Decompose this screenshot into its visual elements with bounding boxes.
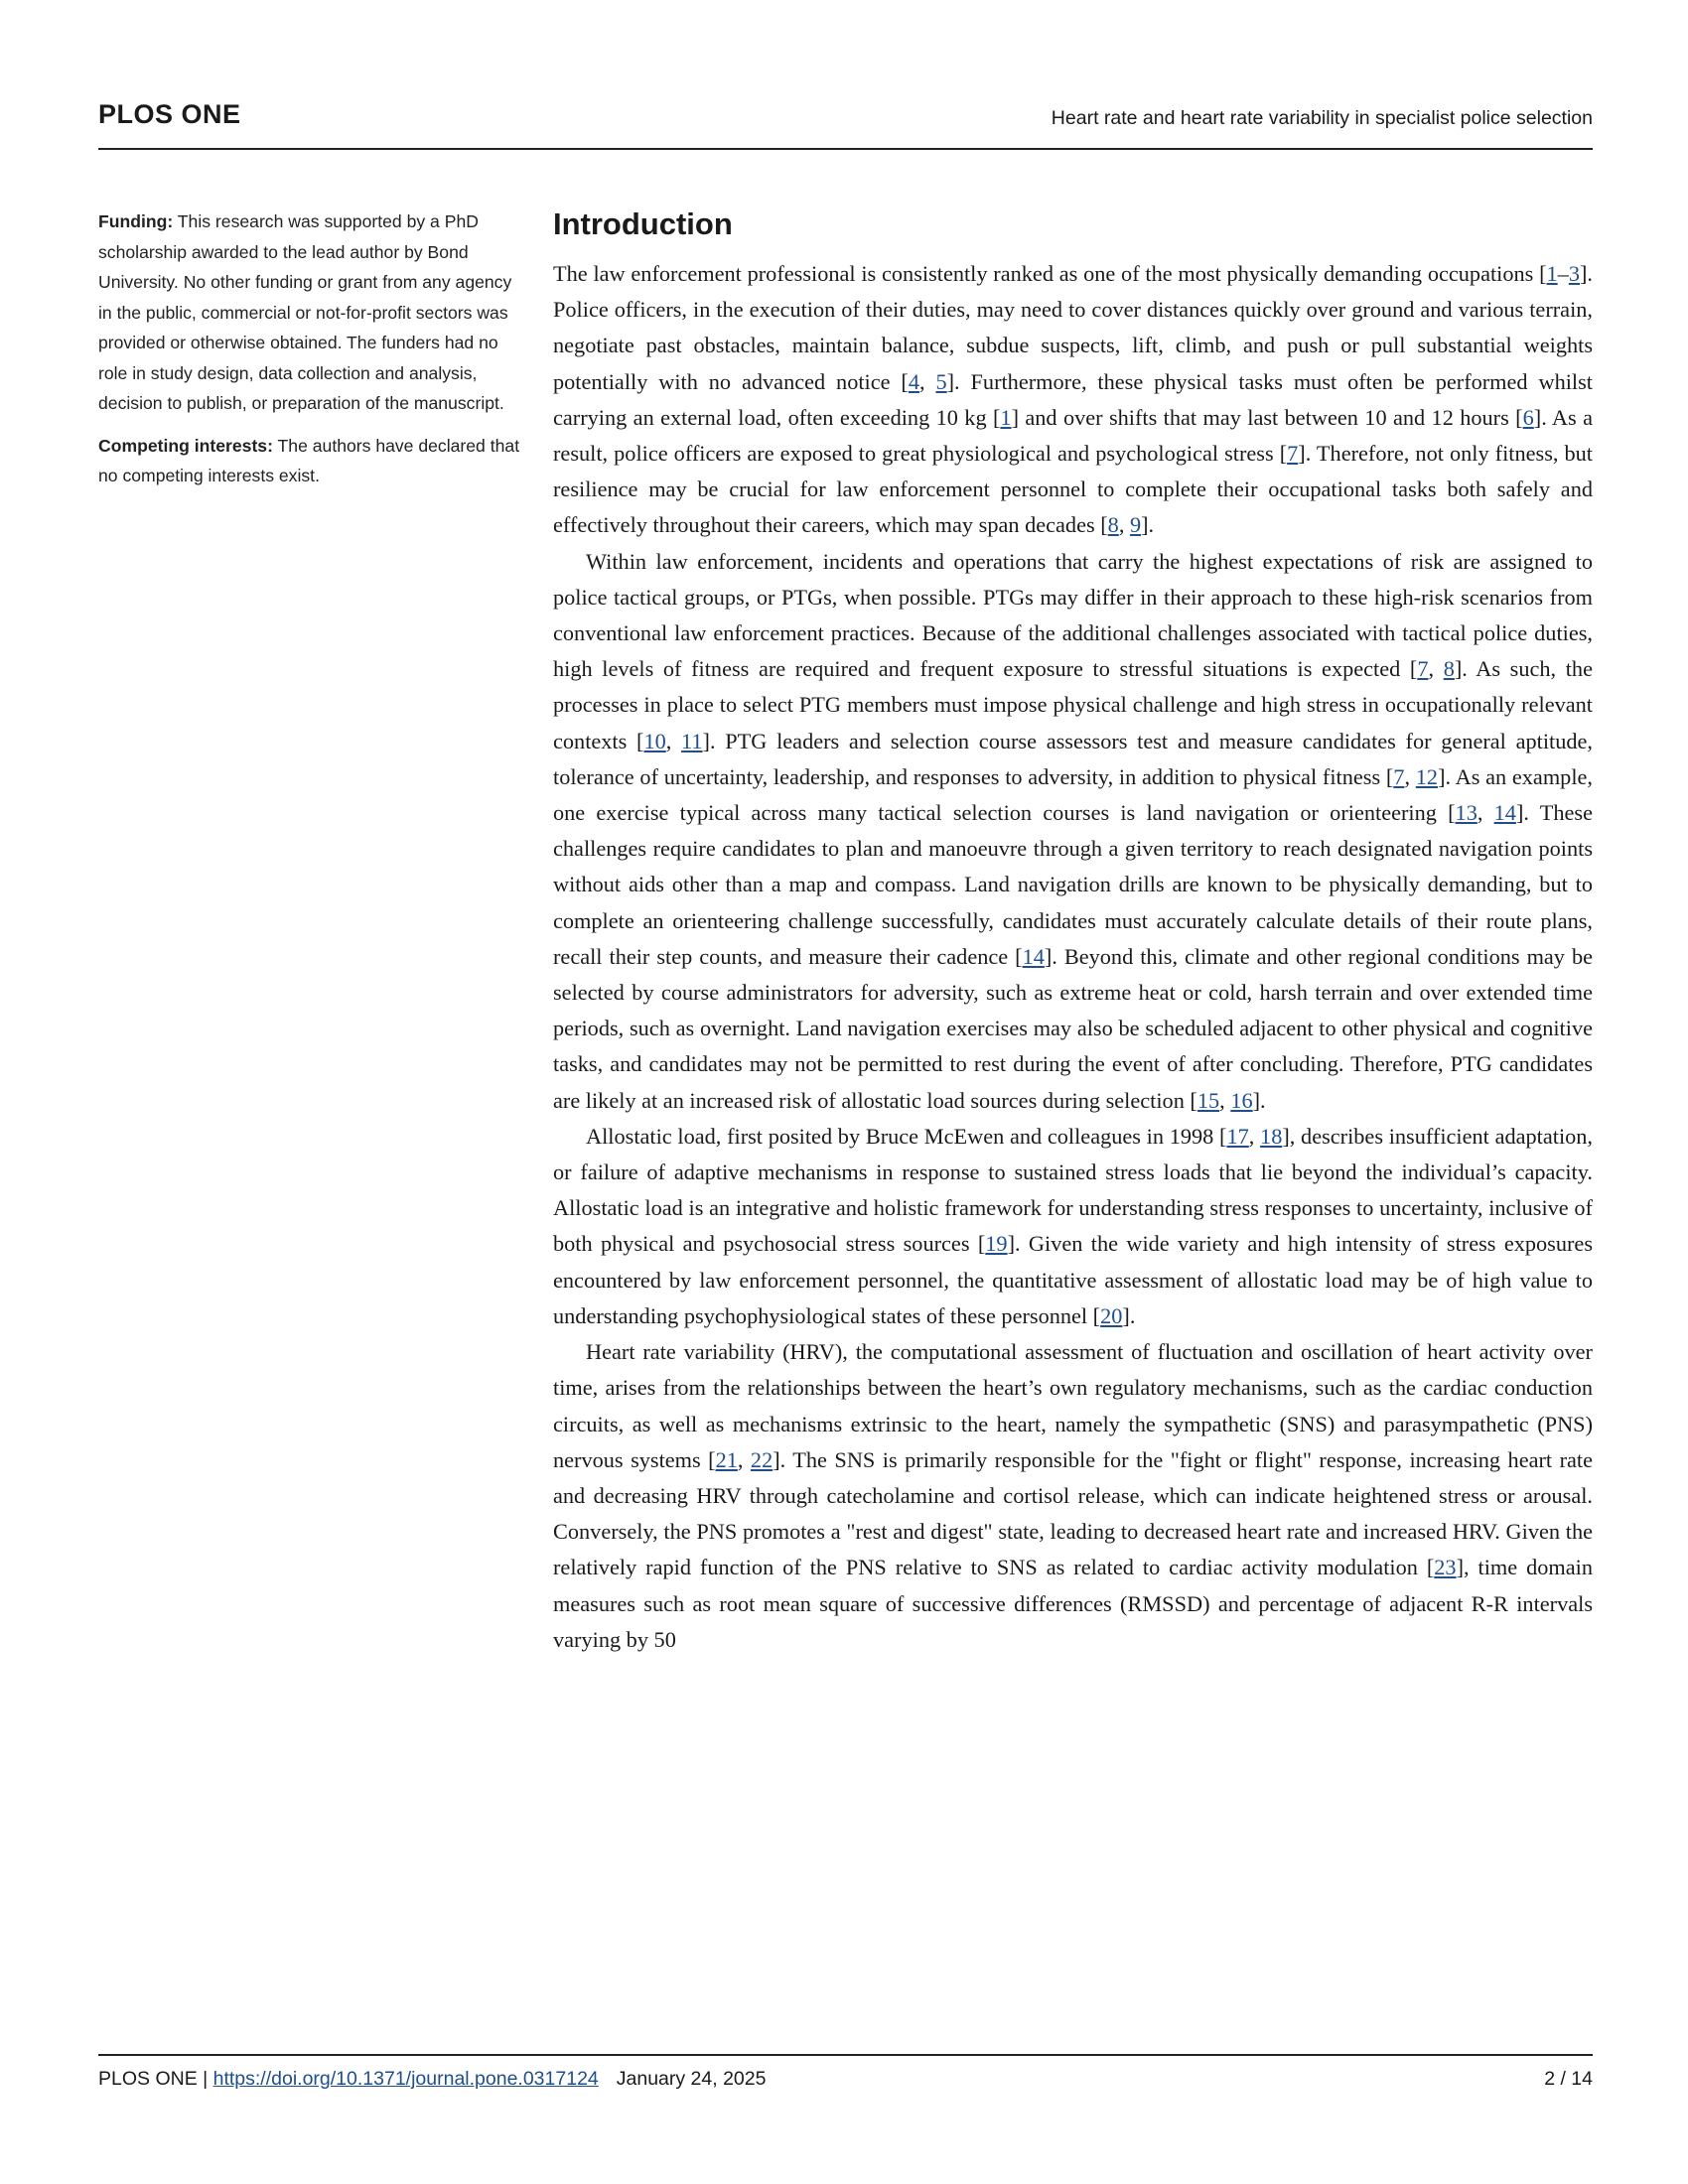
competing-interests-text: The authors have declared that no competing interests exist. xyxy=(98,435,520,485)
running-title: Heart rate and heart rate variability in specialist police selection xyxy=(1051,107,1593,129)
funding-label: Funding: xyxy=(98,211,174,231)
citation-link[interactable]: 15 xyxy=(1196,1087,1220,1113)
intro-paragraph-1: The law enforcement professional is consistently ranked as one of the most physically demanding occupations [1–3]. Police officers, in the execution of their duties, may need to cover distances quickly over ground and various terrain, negotiate past obstacles, maintain balance, subdue suspects, lift, climb, and push or pull substantial weights potentially with no advanced notice [4, 5]. Furthermore, these physical tasks must often be performed whilst carrying an external load, often exceeding 10 kg [1] and over shifts that may last between 10 and 12 hours [6]. As a result, police officers are exposed to great physiological and psychological stress [7]. Therefore, not only fitness, but resilience may be crucial for law enforcement personnel to complete their occupational tasks both safely and effectively throughout their careers, which may span decades [8, 9]. xyxy=(553,261,1593,538)
citation-link[interactable]: 23 xyxy=(1434,1555,1457,1580)
article-info-sidebar xyxy=(98,206,525,503)
footer-divider xyxy=(98,2054,1593,2056)
citation-link[interactable]: 13 xyxy=(1455,800,1477,826)
citation-link[interactable]: 11 xyxy=(681,728,703,753)
citation-link[interactable]: 21 xyxy=(715,1446,738,1472)
citation-link[interactable]: 4 xyxy=(908,368,919,394)
competing-interests-statement xyxy=(98,431,525,491)
footer-journal: PLOS ONE | xyxy=(98,2068,213,2090)
citation-link[interactable]: 20 xyxy=(1100,1302,1123,1328)
header-divider xyxy=(98,148,1593,150)
citation-link[interactable]: 8 xyxy=(1107,512,1119,538)
citation-link[interactable]: 14 xyxy=(1493,800,1516,826)
citation-link[interactable]: 19 xyxy=(985,1231,1008,1257)
publication-date: January 24, 2025 xyxy=(616,2068,767,2090)
citation-link[interactable]: 14 xyxy=(1022,943,1045,969)
page-number: 2 / 14 xyxy=(1544,2068,1593,2090)
citation-link[interactable]: 16 xyxy=(1230,1087,1253,1113)
funding-text: This research was supported by a PhD scholarship awarded to the lead author by Bond University. No other funding or grant from any agency in the public, commercial or not-for-profit sectors was provided or otherwise obtained. The funders had no role in study design, data collection and analysis, decision to publish, or preparation of the manuscript. xyxy=(98,211,512,413)
footer-citation xyxy=(98,2068,766,2091)
citation-link[interactable]: 7 xyxy=(1393,763,1405,789)
citation-link[interactable]: 6 xyxy=(1522,404,1534,430)
citation-link[interactable]: 22 xyxy=(750,1446,774,1472)
intro-paragraph-4: Heart rate variability (HRV), the computational assessment of fluctuation and oscillation of heart activity over time, arises from the relationships between the heart’s own regulatory mechanisms, such as the cardiac conduction circuits, as well as mechanisms extrinsic to the heart, namely the sympathetic (SNS) and parasympathetic (PNS) nervous systems [21, 22]. The SNS is primarily responsible for the "fight or flight" response, increasing heart rate and decreasing HRV through catecholamine and cortisol release, which can indicate heightened stress or arousal. Conversely, the PNS promotes a "rest and digest" state, leading to decreased heart rate and increased HRV. Given the relatively rapid function of the PNS relative to SNS as related to cardiac activity modulation [23], time domain measures such as root mean square of successive differences (RMSSD) and percentage of adjacent R-R intervals varying by 50 xyxy=(553,1339,1593,1652)
citation-link[interactable]: 8 xyxy=(1443,656,1455,682)
intro-paragraph-2: Within law enforcement, incidents and operations that carry the highest expectations of risk are assigned to police tactical groups, or PTGs, when possible. PTGs may differ in their approach to these high-risk scenarios from conventional law enforcement practices. Because of the additional challenges associated with tactical police duties, high levels of fitness are required and frequent exposure to stressful situations is expected [7, 8]. As such, the processes in place to select PTG members must impose physical challenge and high stress in occupationally relevant contexts [10, 11]. PTG leaders and selection course assessors test and measure candidates for general aptitude, tolerance of uncertainty, leadership, and responses to adversity, in addition to physical fitness [7, 12]. As an example, one exercise typical across many tactical selection courses is land navigation or orienteering [13, 14]. These challenges require candidates to plan and manoeuvre through a given territory to reach designated navigation points without aids other than a map and compass. Land navigation drills are known to be physically demanding, but to complete an orienteering challenge successfully, candidates must accurately calculate details of their route plans, recall their step counts, and measure their cadence [14]. Beyond this, climate and other regional conditions may be selected by course administrators for adversity, such as extreme heat or cold, harsh terrain and over extended time periods, such as overnight. Land navigation exercises may also be scheduled adjacent to other physical and cognitive tasks, and candidates may not be permitted to rest during the event of after concluding. Therefore, PTG candidates are likely at an increased risk of allostatic load sources during selection [15, 16]. xyxy=(553,548,1593,1113)
citation-link[interactable]: 7 xyxy=(1287,441,1299,467)
main-column xyxy=(553,202,1593,1658)
citation-link[interactable]: 3 xyxy=(1568,261,1580,286)
intro-paragraph-3: Allostatic load, first posited by Bruce McEwen and colleagues in 1998 [17, 18], describes insufficient adaptation, or failure of adaptive mechanisms in response to sustained stress loads that lie beyond the individual’s capacity. Allostatic load is an integrative and holistic framework for understanding stress responses to uncertainty, inclusive of both physical and psychosocial stress sources [19]. Given the wide variety and high intensity of stress exposures encountered by law enforcement personnel, the quantitative assessment of allostatic load may be of high value to understanding psychophysiological states of these personnel [20]. xyxy=(553,1123,1594,1328)
citation-link[interactable]: 17 xyxy=(1226,1123,1249,1149)
citation-link[interactable]: 1 xyxy=(1546,261,1558,286)
journal-logo: PLOS ONE xyxy=(98,99,241,129)
citation-link[interactable]: 5 xyxy=(935,368,947,394)
citation-link[interactable]: 10 xyxy=(643,728,666,753)
citation-link[interactable]: 9 xyxy=(1129,512,1142,538)
citation-link[interactable]: 12 xyxy=(1415,763,1439,789)
citation-link[interactable]: 18 xyxy=(1260,1123,1283,1149)
citation-link[interactable]: 7 xyxy=(1417,656,1429,682)
citation-link[interactable]: 1 xyxy=(1000,404,1012,430)
funding-statement xyxy=(98,206,525,419)
doi-link[interactable]: https://doi.org/10.1371/journal.pone.0317124 xyxy=(212,2068,599,2090)
section-heading-introduction: Introduction xyxy=(553,206,733,241)
competing-interests-label: Competing interests: xyxy=(98,435,273,456)
